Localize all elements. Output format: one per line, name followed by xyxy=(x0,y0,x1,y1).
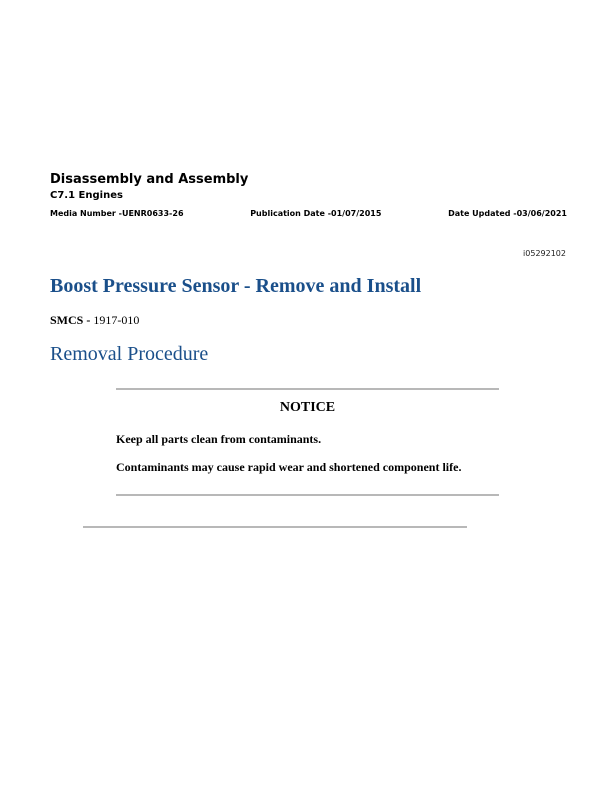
section-title: Removal Procedure xyxy=(50,343,209,365)
notice-line-2: Contaminants may cause rapid wear and shortened component life. xyxy=(116,460,462,474)
page-title: Boost Pressure Sensor - Remove and Install xyxy=(50,275,422,297)
notice-top-divider xyxy=(116,388,499,390)
smcs-value: 1917-010 xyxy=(93,313,140,327)
smcs-label: SMCS - xyxy=(50,313,91,327)
notice-bottom-divider xyxy=(116,494,499,496)
metadata-row xyxy=(50,208,567,219)
date-updated: Date Updated -03/06/2021 xyxy=(448,209,567,218)
document-id: i05292102 xyxy=(523,249,566,258)
document-header xyxy=(50,172,567,219)
notice-line-1: Keep all parts clean from contaminants. xyxy=(116,432,322,446)
notice-heading: NOTICE xyxy=(279,400,336,415)
media-number: Media Number -UENR0633-26 xyxy=(50,209,184,218)
notice-box xyxy=(116,392,499,474)
section-divider xyxy=(83,526,467,528)
document-subtitle: C7.1 Engines xyxy=(50,190,123,201)
smcs-code xyxy=(50,313,139,328)
document-title: Disassembly and Assembly xyxy=(50,172,249,187)
publication-date: Publication Date -01/07/2015 xyxy=(250,209,382,218)
